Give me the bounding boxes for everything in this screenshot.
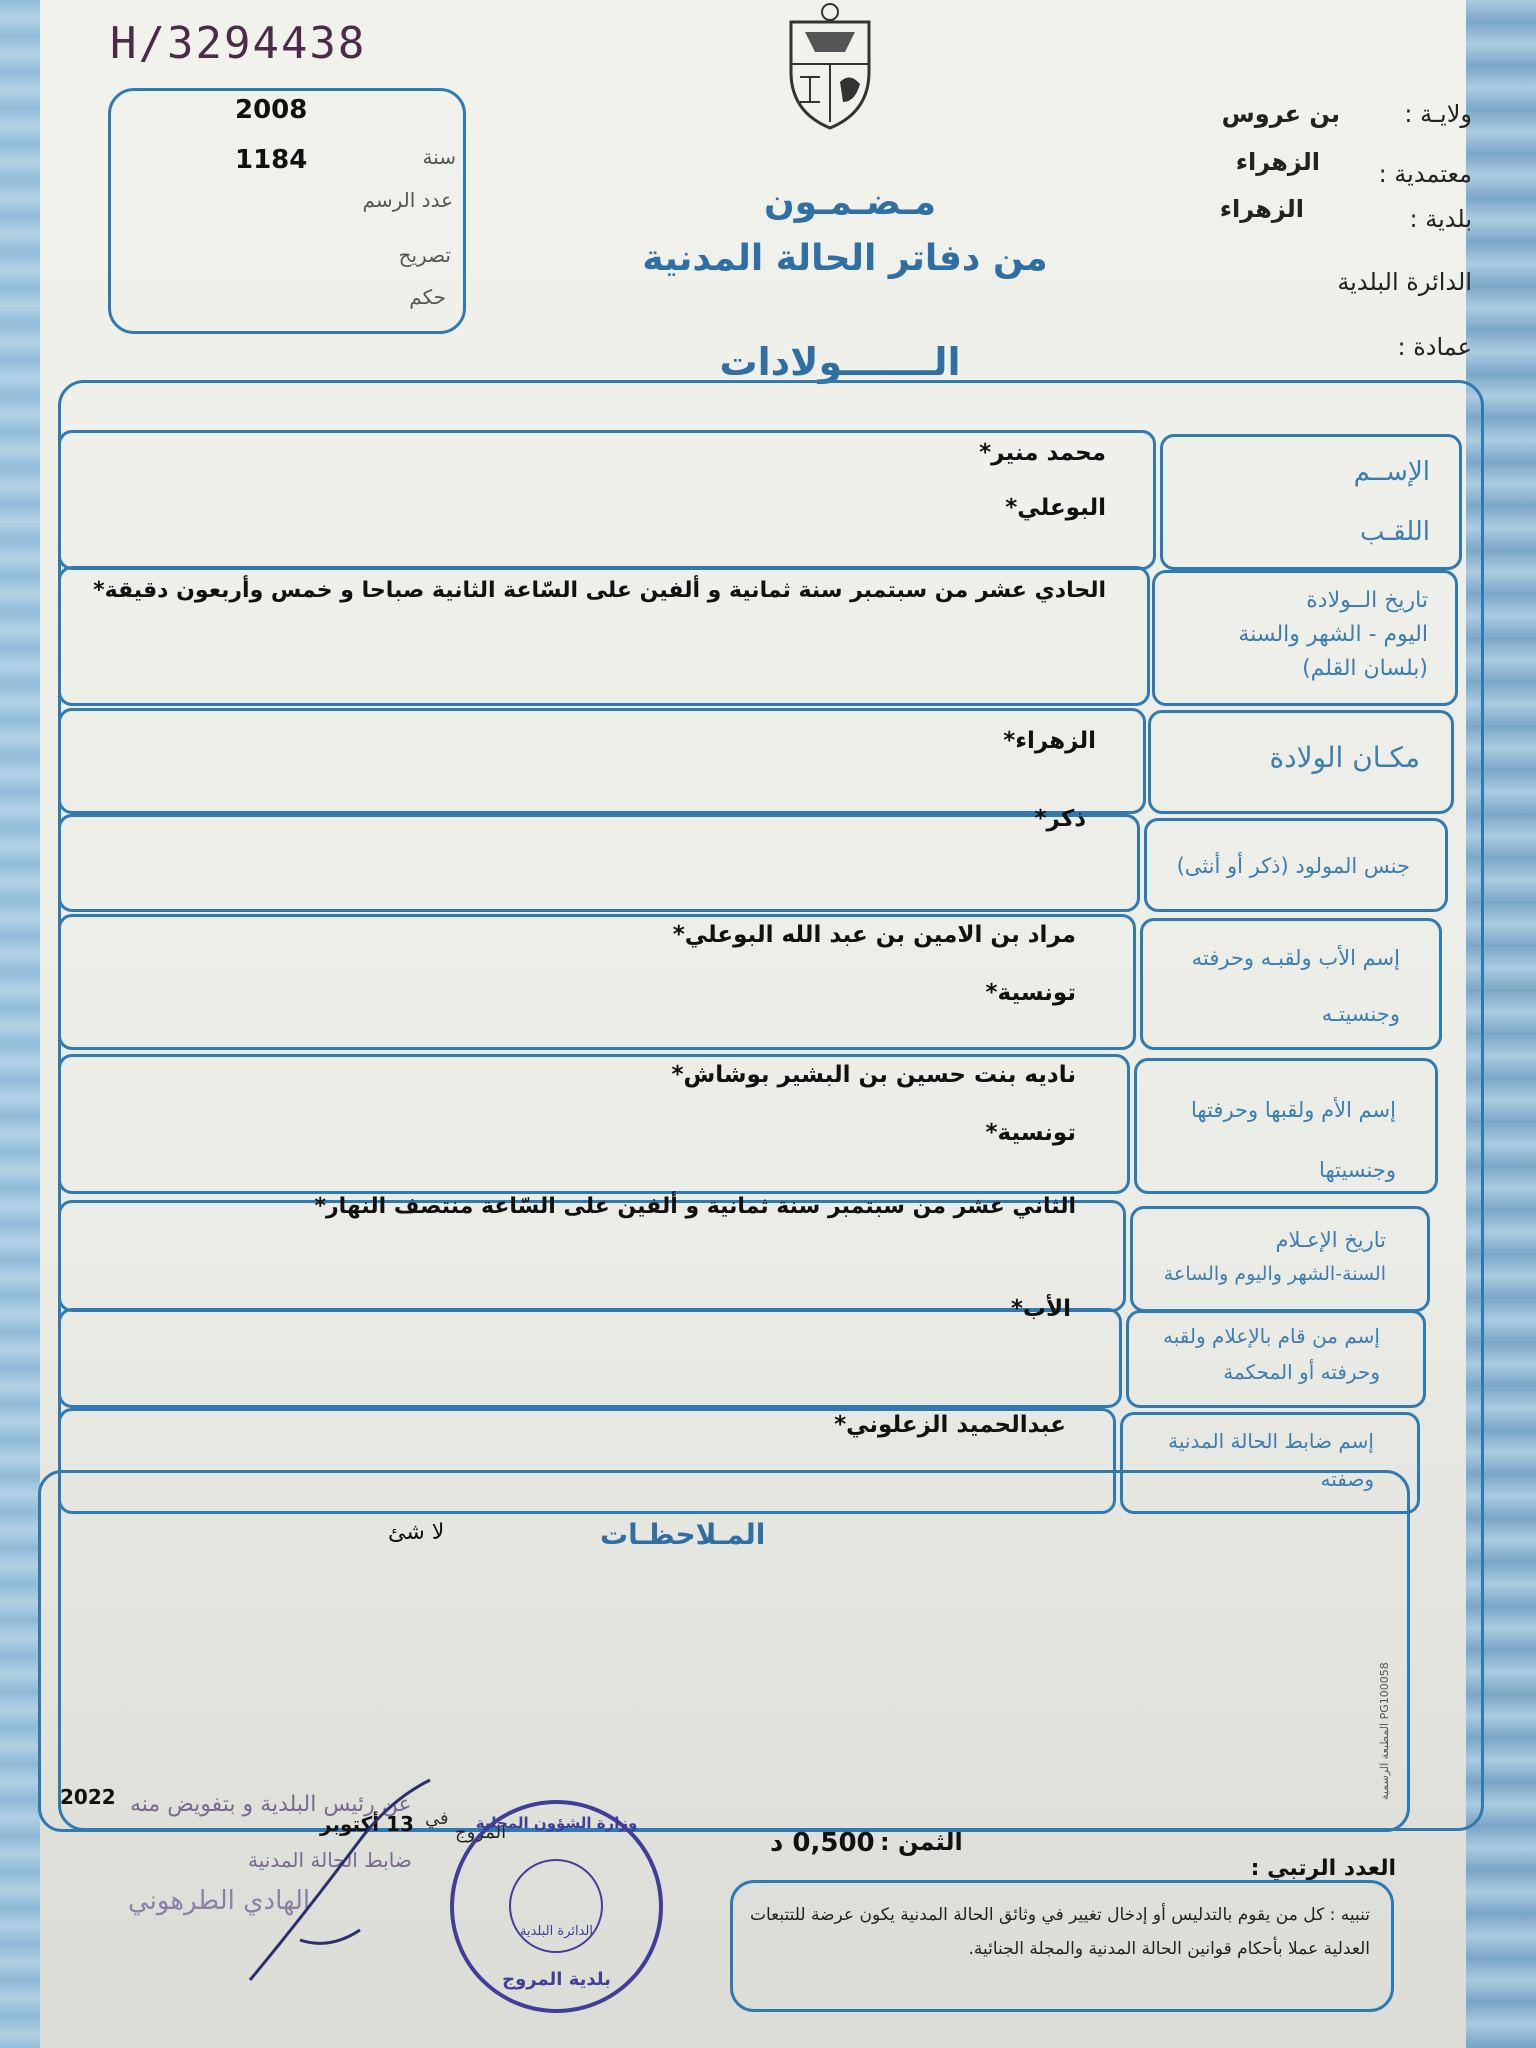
registry-number: 1184 — [235, 145, 308, 175]
remarks-value: لا شئ — [388, 1520, 445, 1545]
seal-center-text: الدائرة البلدية — [520, 1924, 593, 1939]
birth-date-label-1: تاريخ الــولادة — [1306, 588, 1428, 613]
national-emblem-icon — [785, 2, 875, 132]
registry-year: 2008 — [235, 95, 308, 125]
price-label: الثمن : — [880, 1828, 963, 1856]
remarks-label: المـلاحظـات — [600, 1518, 766, 1551]
registry-number-label: عدد الرسم — [362, 188, 453, 212]
left-decorative-border — [0, 0, 40, 2048]
registry-judgment-label: حكم — [409, 285, 446, 309]
municipality-label: بلدية : — [1409, 205, 1472, 233]
surname-value: البوعلي* — [1005, 495, 1106, 521]
father-label-2: وجنسيتـه — [1321, 1002, 1400, 1026]
registry-year-label: سنة — [422, 145, 456, 169]
birth-date-label-3: (بلسان القلم) — [1302, 656, 1428, 681]
notice-text: تنبيه : كل من يقوم بالتدليس أو إدخال تغيير في وثائق الحالة المدنية يكون عرضة للتتبعات العدلية عملا بأحكام قوانين الحالة المدنية والمجلة الجنائية. — [750, 1905, 1370, 1959]
declaration-date-label-1: تاريخ الإعـلام — [1275, 1228, 1386, 1252]
officer-value: عبدالحميد الزعلوني* — [834, 1412, 1066, 1438]
wilaya-value: بن عروس — [1221, 100, 1340, 128]
name-label: الإســم — [1353, 457, 1430, 487]
surname-label: اللقـب — [1359, 517, 1430, 547]
birth-place-label: مكـان الولادة — [1269, 741, 1420, 774]
rank-label: العدد الرتبي : — [1250, 1856, 1396, 1881]
mother-label-1: إسم الأم ولقبها وحرفتها — [1191, 1098, 1396, 1122]
declaration-date-label-2: السنة-الشهر واليوم والساعة — [1163, 1263, 1386, 1285]
declarant-value-box — [58, 1308, 1122, 1408]
seal-bottom-text: بلدية المروج — [502, 1969, 611, 1990]
declarant-label-1: إسم من قام بالإعلام ولقبه — [1163, 1324, 1380, 1348]
birth-place-value-box — [58, 708, 1146, 814]
date-day-month: 13 أكتوبر — [320, 1812, 414, 1836]
birth-place-value: الزهراء* — [1003, 728, 1096, 754]
district-label: الدائرة البلدية — [1337, 268, 1472, 296]
omda-label: عمادة : — [1397, 333, 1472, 361]
father-nationality-value: تونسية* — [985, 980, 1076, 1006]
title-line1: مـضـمـون — [763, 182, 937, 223]
officer-label-1: إسم ضابط الحالة المدنية — [1168, 1429, 1374, 1453]
father-name-value: مراد بن الامين بن عبد الله البوعلي* — [672, 922, 1076, 948]
municipal-seal — [450, 1800, 663, 2013]
declarant-value: الأب* — [1010, 1296, 1071, 1322]
sex-value: ذكر* — [1034, 806, 1086, 832]
municipality-value: الزهراء — [1219, 195, 1304, 223]
delegation-label: معتمدية : — [1378, 160, 1472, 188]
printer-note: المطبعة الرسمية PG100058 — [1378, 1662, 1391, 1800]
wilaya-label: ولايـة : — [1404, 100, 1472, 128]
father-label-1: إسم الأب ولقبـه وحرفته — [1191, 946, 1400, 970]
date-prefix: في — [425, 1808, 449, 1829]
mother-name-value: ناديه بنت حسين بن البشير بوشاش* — [671, 1062, 1076, 1088]
section-title: الـــــــولادات — [719, 340, 961, 384]
seal-ring-text: وزارة الشؤون المحلية — [475, 1814, 638, 1832]
officer-title: ضابط الحالة المدنية — [248, 1848, 412, 1872]
mother-nationality-value: تونسية* — [985, 1120, 1076, 1146]
serial-number: H/3294438 — [110, 18, 367, 69]
title-line2: من دفاتر الحالة المدنية — [642, 238, 1048, 279]
price-value: 0,500 د — [770, 1828, 875, 1858]
first-name-value: محمد منير* — [979, 440, 1106, 466]
birth-date-value: الحادي عشر من سبتمبر سنة ثمانية و ألفين على السّاعة الثانية صباحا و خمس وأربعون دقيقة* — [93, 578, 1106, 603]
declaration-date-value: الثاني عشر من سبتمبر سنة ثمانية و ألفين على السّاعة منتصف النهار* — [314, 1194, 1076, 1219]
registry-declaration-label: تصريح — [398, 243, 451, 267]
mother-label-2: وجنسيتها — [1319, 1158, 1396, 1182]
sex-value-box — [58, 814, 1140, 912]
delegation-value: الزهراء — [1235, 148, 1320, 176]
officer-label-2: وصفته — [1320, 1467, 1374, 1491]
declarant-label-2: وحرفته أو المحكمة — [1223, 1360, 1380, 1384]
birth-date-label-2: اليوم - الشهر والسنة — [1238, 622, 1428, 647]
sex-label: جنس المولود (ذكر أو أنثى) — [1176, 854, 1410, 878]
officer-name: الهادي الطرهوني — [128, 1886, 311, 1916]
footer-year: 2022 — [60, 1785, 116, 1809]
place-prefix: المروج — [455, 1822, 507, 1843]
signature-line: عن رئيس البلدية و بتفويض منه — [130, 1792, 412, 1817]
